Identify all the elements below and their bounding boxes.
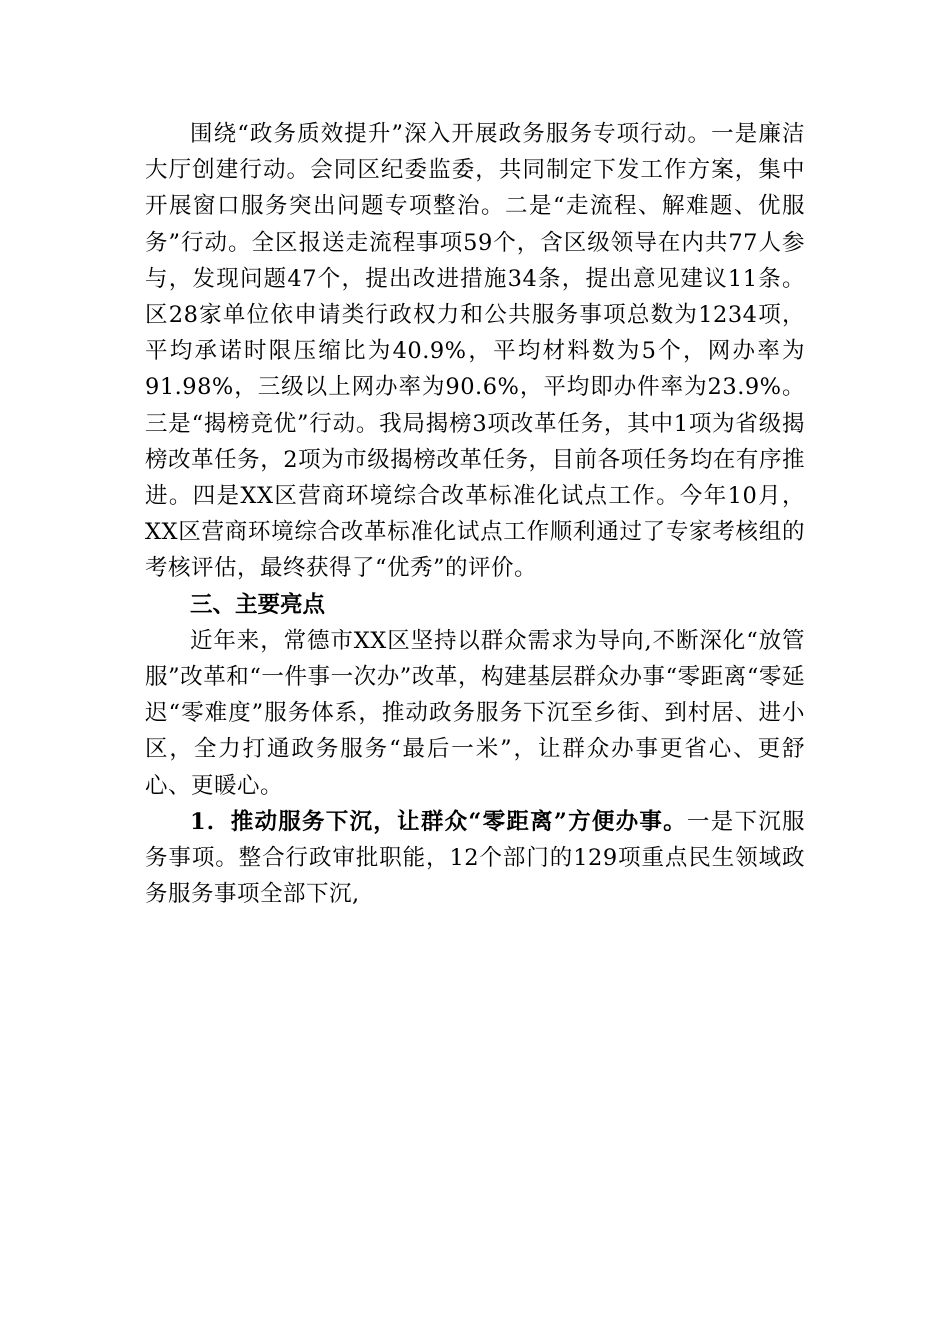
body-paragraph-point-1 (145, 804, 805, 913)
document-page (145, 116, 805, 912)
section-heading-highlights: 三、主要亮点 (190, 591, 326, 618)
point-1-body: 一是下沉服务事项。整合行政审批职能，12个部门的129项重点民生领域政务服务事项全部下沉, (145, 808, 805, 908)
body-paragraph-intro: 近年来，常德市XX区坚持以群众需求为导向,不断深化“放管服”改革和“一件事一次办”改革，构建基层群众办事“零距离“零延迟“零难度”服务体系，推动政务服务下沉至乡街、到村居、进小区，全力打通政务服务“最后一米”，让群众办事更省心、更舒心、更暖心。 (145, 627, 805, 799)
body-paragraph-actions: 围绕“政务质效提升”深入开展政务服务专项行动。一是廉洁大厅创建行动。会同区纪委监委，共同制定下发工作方案，集中开展窗口服务突出问题专项整治。二是“走流程、解难题、优服务”行动。全区报送走流程事项59个，含区级领导在内共77人参与，发现问题47个，提出改进措施34条，提出意见建议11条。区28家单位依申请类行政权力和公共服务事项总数为1234项，平均承诺时限压缩比为40.9%，平均材料数为5个，网办率为91.98%，三级以上网办率为90.6%，平均即办件率为23.9%。三是“揭榜竞优”行动。我局揭榜3项改革任务，其中1项为省级揭榜改革任务，2项为市级揭榜改革任务，目前各项任务均在有序推进。四是XX区营商环境综合改革标准化试点工作。今年10月，XX区营商环境综合改革标准化试点工作顺利通过了专家考核组的考核评估，最终获得了“优秀”的评价。 (145, 121, 805, 582)
point-1-lead: 1．推动服务下沉，让群众“零距离”方便办事。 (190, 808, 687, 835)
